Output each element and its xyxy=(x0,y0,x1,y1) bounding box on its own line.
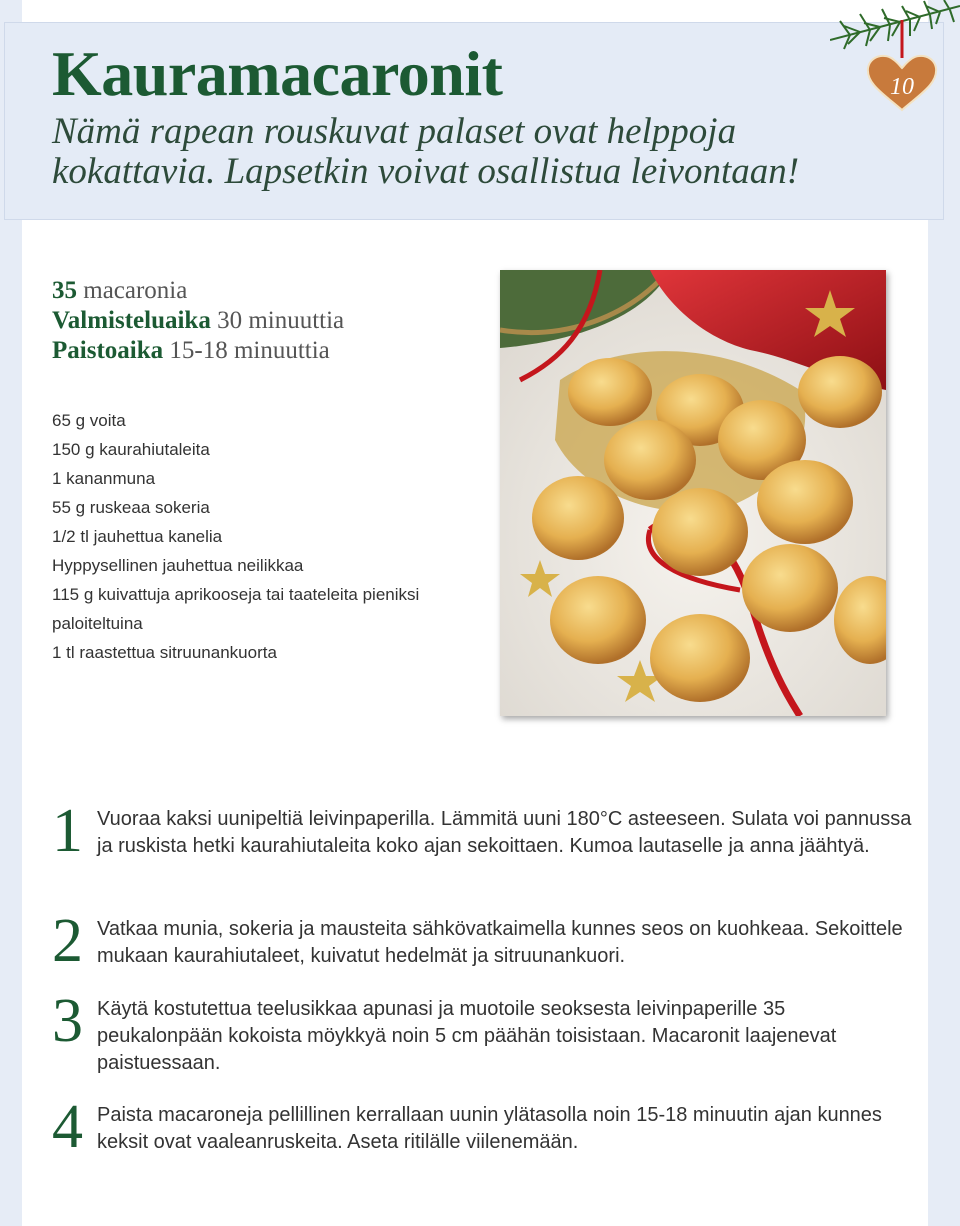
ingredient-item: 1 tl raastettua sitruunankuorta xyxy=(52,643,277,662)
step-text: Vatkaa munia, sokeria ja mausteita sähkövatkaimella kunnes seos on kuohkeaa. Sekoittele mukaan kaurahiutaleet, kuivatut hedelmät ja sitruunankuori. xyxy=(97,918,903,967)
step-text: Käytä kostutettua teelusikkaa apunasi ja muotoile seoksesta leivinpaperille 35 peukalonpään kokoista möykkyä noin 5 cm päähän toisistaan. Macaronit laajenevat paistuessaan. xyxy=(97,998,837,1074)
recipe-meta xyxy=(52,276,344,366)
page-number: 10 xyxy=(890,74,914,100)
ingredient-item: 115 g kuivattuja aprikooseja tai taateleita pieniksi xyxy=(52,585,420,604)
recipe-title: Kauramacaronit xyxy=(52,38,503,109)
yield-row xyxy=(52,276,344,306)
step-text: Paista macaroneja pellillinen kerrallaan uunin ylätasolla noin 15-18 minuutin ajan kunnes keksit ovat vaaleanruskeita. Aseta ritilälle viilenemään. xyxy=(97,1104,882,1153)
prep-time-row xyxy=(52,306,344,336)
macaroon-photo-image xyxy=(500,270,886,716)
yield-value: 35 xyxy=(52,277,77,304)
step-number: 3 xyxy=(52,987,83,1055)
step-text: Vuoraa kaksi uunipeltiä leivinpaperilla. Lämmitä uuni 180°C asteeseen. Sulata voi pannussa ja ruskista hetki kaurahiutaleita koko ajan sekoittaen. Kumoa lautaselle ja anna jäähtyä. xyxy=(97,808,912,857)
ingredient-item: Hyppysellinen jauhettua neilikkaa xyxy=(52,556,304,575)
step-number: 4 xyxy=(52,1093,83,1161)
step-number: 2 xyxy=(52,907,83,975)
bake-time-row xyxy=(52,336,344,366)
ingredient-item: 150 g kaurahiutaleita xyxy=(52,440,210,459)
bake-time-value: 15-18 minuuttia xyxy=(169,337,330,364)
ingredient-item: paloiteltuina xyxy=(52,614,143,633)
ingredient-item: 1 kananmuna xyxy=(52,469,156,488)
prep-time-value: 30 minuuttia xyxy=(217,307,345,334)
ingredient-item: 55 g ruskeaa sokeria xyxy=(52,498,210,517)
page-number-ornament xyxy=(830,0,960,120)
recipe-subtitle: Nämä rapean rouskuvat palaset ovat helppoja kokattavia. Lapsetkin voivat osallistua leivontaan! xyxy=(52,111,800,192)
ingredient-list xyxy=(52,406,482,667)
fir-branch-icon xyxy=(830,0,960,120)
ingredient-item: 1/2 tl jauhettua kanelia xyxy=(52,527,223,546)
ingredient-item: 65 g voita xyxy=(52,411,126,430)
prep-time-label: Valmisteluaika xyxy=(52,307,211,334)
macaroon-photo xyxy=(500,270,886,716)
bake-time-label: Paistoaika xyxy=(52,337,164,364)
yield-label: macaronia xyxy=(83,277,188,304)
step-number: 1 xyxy=(52,797,83,865)
